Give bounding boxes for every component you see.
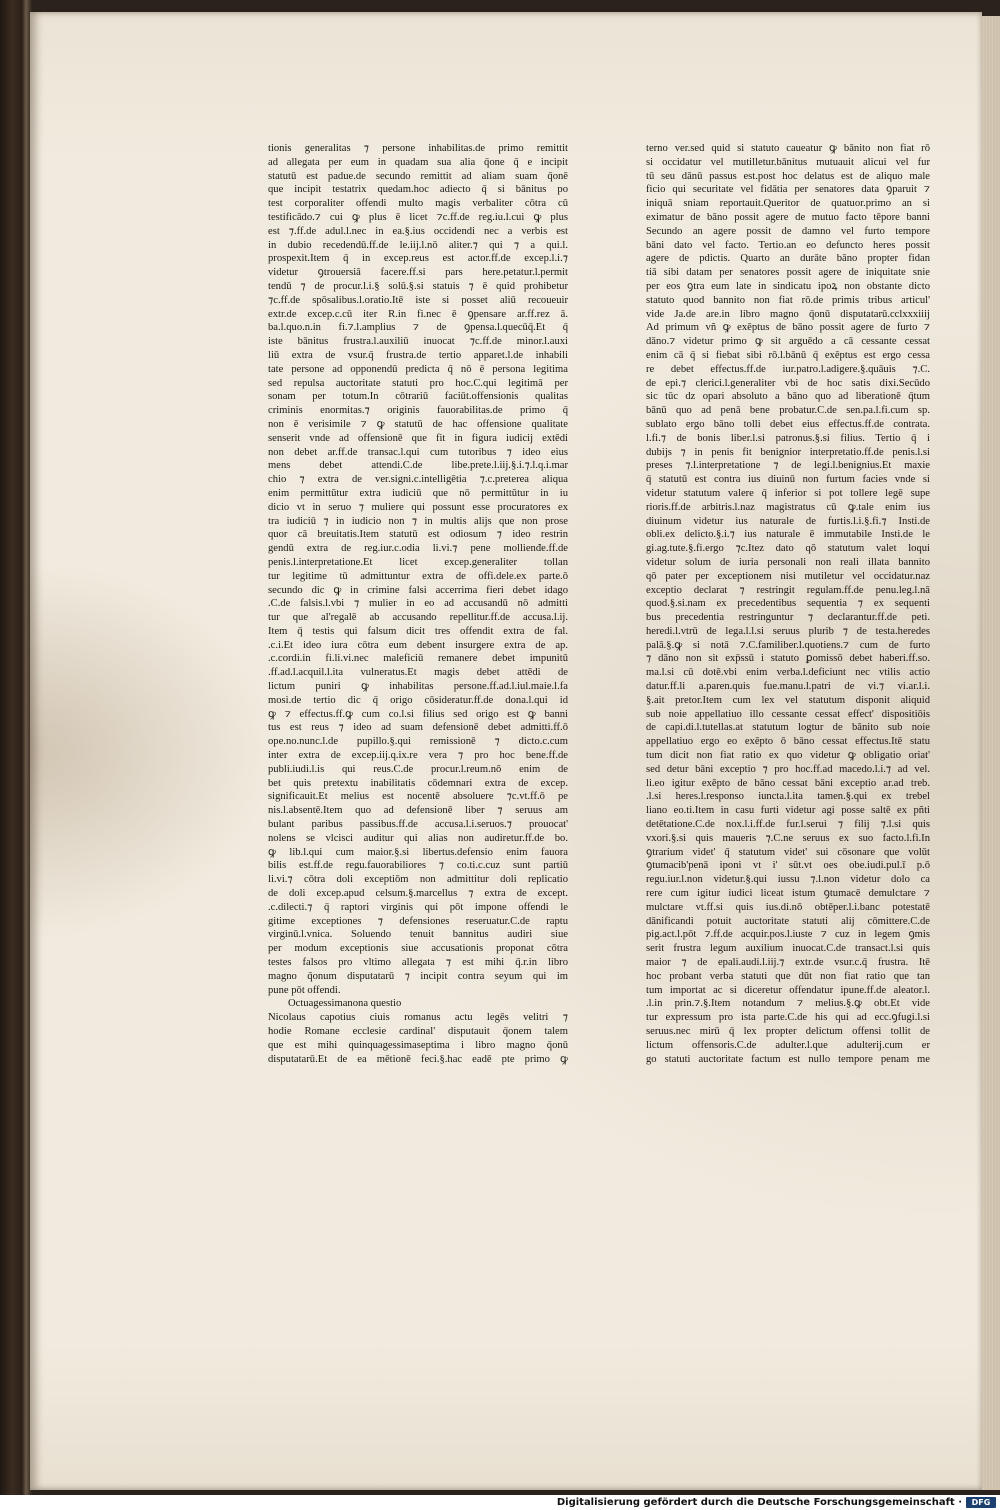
text-line: .c.cordi.in fi.li.vi.nec maleficiū remanere debet impunitū [268,653,568,665]
text-line: vxori.§.si quis maueris ⁊.C.ne seruus ex suo facto.l.fi.In [646,832,930,844]
text-line: hodie Romane ecclesie cardinal' disputauit q̄onem talem [268,1026,568,1037]
text-line: iste bānitus frustra.l.auxiliū inuocat ⁊c.ff.de minor.l.auxi [268,336,568,348]
text-line: sonam per totum.In cōtrariū faciūt.offensionis qualitas [268,391,568,403]
text-line: quor cā breuitatis.Item statutū est odiosum ⁊ ideo restrin [268,529,568,541]
text-line: pune pōt offendi. [268,984,341,996]
text-line: tū seu dānū passus est.post hoc delatus est de aliquo male [646,170,930,182]
text-line: seruus.nec mirū q̄ lex propter delictum offensi tollit de [646,1026,930,1037]
text-line: tur legitime tū admittuntur extra de offi.dele.ex parte.ō [268,570,568,582]
text-line: serit frustra legum auxilium inuocat.C.de transact.l.si quis [646,943,930,955]
text-line: agere de pdictis. Quarto an durāte bāno propter fidan [646,253,930,265]
dfg-logo: DFG [966,1497,996,1508]
text-line: hoc probant verba statuti que dūt non fiat ratio que tan [646,970,930,982]
text-line: est ⁊.ff.de adul.l.nec in ea.§.ius occidendi nec a verbis est [268,225,568,237]
text-line: Item q̄ testis qui falsum dicit tres offendit extra de fal. [268,625,568,637]
footer-credit: Digitalisierung gefördert durch die Deutsche Forschungsgemeinschaft · [556,1497,962,1508]
text-line: mens debet attendi.C.de libe.prete.l.iij.§.i.⁊.l.q.i.mar [268,460,568,472]
text-line: appellatiuo ergo eo exēpto ō bāno cessat effectus.Itē statu [646,736,930,748]
text-line: enim cā q̄ si fiebat sibi rō.l.bānū q̄ exēptus est ergo cessa [646,349,930,361]
text-line: bānū quo ad penā bene probatur.C.de sen.pa.l.fi.cum sp. [646,405,930,417]
text-line: extr.de excep.c.cū iter R.in fi.nec ē ꝯpensare ar.ff.rez ā. [268,308,568,320]
text-line: exceptio declarat ⁊ restringit regulam.ff.de penu.leg.l.nā [646,584,930,596]
text-line: de doli excep.apud celsum.§.marcellus ⁊ extra de except. [268,888,568,900]
text-line: in dubio recedendū.ff.de le.iij.l.nō aliter.⁊ qui ⁊ a qui.l. [268,239,568,251]
text-line: terno ver.sed quid si statuto caueatur ꝙ bānito non fiat rō [646,143,930,154]
text-line: tum importat ac si diceretur offendatur ipune.ff.de aleator.l. [646,984,930,996]
text-line: nolens se vlcisci auditur qui alias non audiretur.ff.de bo. [268,832,568,844]
text-line: vide Ja.de are.in libro magno q̄onū disputatarū.cclxxxiiij [646,308,930,320]
text-line: bet quis pretextu inabilitatis cōdemnari extra de excep. [268,777,568,789]
text-line: mulctare vt.ff.si quis ius.di.nō obtēper.l.i.banc potestatē [646,901,930,913]
book-page [30,12,982,1490]
text-line: gitime exceptiones ⁊ defensiones reseruatur.C.de raptu [268,915,568,927]
text-line: go statuti auctoritate factum est nullo tempore penam me [646,1053,930,1065]
text-line: bāni dato vel facto. Tertio.an eo defuncto heres possit [646,239,930,251]
text-line: non debet ar.ff.de transac.l.qui cum tutoribus ⁊ ideo eius [268,446,568,458]
text-line: preses ⁊.l.interpretatione ⁊ de legi.l.benignius.Et maxie [646,460,930,472]
text-line: statuto quod bannito non fiat rō.de primis tribus articul' [646,294,930,306]
text-line: tate persone ad opponendū predicta q̄ nō ē persona legitima [268,363,568,375]
text-line: tiā sibi datam per senatores possit agere de iniquitate snie [646,267,930,279]
text-line: statutū est padue.de secundo remittit ad aliam suam q̄onē [268,170,568,182]
text-line: pig.act.l.pōt ⁊.ff.de acquir.pos.l.iuste ⁊ cuz in legem ꝯmis [646,929,930,941]
text-line: ba.l.quo.n.in fi.⁊.l.amplius ⁊ de ꝯpensa.l.quecūq̄.Et q̄ [268,322,568,334]
text-line: nis.l.absentē.Item quo ad defensionē liber ⁊ seruus am [268,805,568,817]
text-line: regu.iur.l.non videtur.§.qui iussu ⁊.l.non videtur dolo ca [646,874,930,886]
text-line: si occidatur vel mutilletur.bānitus mutuauit alicui vel fur [646,156,930,168]
text-line: eximatur de bāno possit agere de mutuo facto tēpore banni [646,211,930,223]
text-line: iniquā sniam reportauit.Queritor de quatuor.primo an si [646,198,930,210]
text-line: de epi.⁊ clerici.l.generaliter vbi de hoc satis dixi.Secūdo [646,377,930,389]
text-line: criminis enormitas.⁊ originis fauorabilitas.de primo q̄ [268,405,568,417]
text-line: publi.iudi.l.is qui reus.C.de procur.l.reum.nō enim de [268,763,568,775]
text-line: ficio qui securitate vel fidātia per senatores data ꝯparuit ⁊ [646,184,930,196]
text-line: de capi.di.l.tutellas.at statutum logtur de bānito sub noie [646,722,930,734]
text-line: ope.no.nunc.l.de pupillo.§.qui remissionē ⁊ dicto.c.cum [268,736,568,748]
text-line: bulant paribus passibus.ff.de accusa.l.i.seruos.⁊ prouocat' [268,819,568,831]
text-line: li.vi.⁊ cōtra doli exceptiōm non admittitur doli replicatio [268,874,568,886]
text-line: liū extra de vsur.q̄ frustra.de tertio apparet.l.de inhabili [268,349,568,361]
text-line: datur.ff.li a.paren.quis fue.manu.l.patri de vi.⁊ vi.ar.l.i. [646,681,930,693]
text-line: heredi.l.vtrū de lega.l.l.si seruus plurib ⁊ de testa.heredes [646,625,930,637]
text-line: palā.§.ꝙ si notā ⁊.C.familiber.l.quotiens.⁊ cum de furto [646,639,930,651]
text-line: virginū.l.vnica. Soluendo tenuit bannitus audiri siue [268,929,568,941]
text-line: testes falsos pro vltimo allegata ⁊ est mihi q̄.r.in libro [268,957,568,969]
text-line: dānificandi potuit auctoritate statuti alij cōmittere.C.de [646,915,930,927]
page-edges [982,16,1000,1490]
question-heading: Octuagessimanona questio [288,998,402,1010]
text-line: gendū extra de reg.iur.c.odia li.vi.⁊ pene mollienđe.ff.de [268,543,568,555]
text-line: ꝙ lib.l.qui cum maior.§.si libertus.defensio enim fauora [268,846,568,858]
text-line: testificādo.⁊ cui ꝙ plus ē licet ⁊c.ff.de reg.iu.l.cui ꝙ plus [268,211,568,223]
text-line: Secundo an agere possit de damno vel furto tempore [646,225,930,237]
left-text-column [268,142,568,1066]
text-line: tur expressum pro ista parte.C.de his qui ad ecc.ꝯfugi.l.si [646,1012,930,1024]
text-line: lictum offensoris.C.de adulter.l.que adulterij.cum er [646,1039,930,1051]
text-line: dicio vt in seruo ⁊ muliere qui possunt esse procuratores ex [268,501,568,513]
text-line: que est mihi quinquagessimaseptima i libro magno q̄onū [268,1039,568,1051]
text-line: ad allegata per eum in quadam sua alia q̄one q̄ e incipit [268,156,568,168]
text-line: rere cum igitur iudici liceat istum ꝯtumacē demulctare ⁊ [646,888,930,900]
text-line: test corporaliter offendi multo magis verbaliter cōtra cū [268,198,568,210]
text-line: liano eo.ti.Item in casu furti videtur agi posse saltē ex pñti [646,805,930,817]
text-line: sed detur bāni exceptio ⁊ pro hoc.ff.ad macedo.l.i.⁊ ad vel. [646,763,930,775]
text-line: tendū ⁊ de procur.l.i.§ solū.§.si statuis ⁊ ē quid prohibetur [268,280,568,292]
text-line: .ff.ad.l.acquil.l.ita vulneratus.Et magis debet attēdi de [268,667,568,679]
text-line: penis.l.interpretatione.Et licet excep.generaliter tollan [268,556,568,568]
text-line: l.fi.⁊ de bonis liber.l.si patronus.§.si filius. Tertio q̄ i [646,432,930,444]
text-line: mosi.de tertio dic q̄ origo cōsideratur.ff.de dona.l.qui id [268,694,568,706]
text-line: §.ait pretor.Item cum lex vel statutum disponit aliquid [646,694,930,706]
text-line: sed repulsa auctoritate statuti pro hoc.C.qui legitimā per [268,377,568,389]
text-line: obli.ex delicto.§.i.⁊ ius naturale ē immutabile Insti.de le [646,529,930,541]
text-line: lictum puniri ꝙ inhabilitas persone.ff.ad.l.iul.maie.l.fa [268,681,568,693]
text-line: .c.i.Et ideo iura cōtra eum debent insurgere extra de ap. [268,639,568,651]
text-line: sub noie appellatiuo illo cessante cessat effect' dispositiōis [646,708,930,720]
text-line: chio ⁊ extra de ver.signi.c.intelligētia ⁊.c.preterea aliqua [268,474,568,486]
text-line: tus est reus ⁊ ideo ad suam defensionē debet admitti.ff.ō [268,722,568,734]
text-line: tionis generalitas ⁊ persone inhabilitas.de primo remittit [268,143,568,154]
text-line: Ad primum vñ ꝙ exēptus de bāno possit agere de furto ⁊ [646,322,930,334]
text-line: secundo dic ꝙ in crimine falsi accerrima fieri debet idago [268,584,568,596]
text-line: .l.si heres.l.responso iuncta.l.ita tamen.§.qui ex trebel [646,791,930,803]
right-text-column [646,142,930,1066]
text-line: q̄ statutū est contra ius diuinū non furtum facies vnde si [646,474,930,486]
text-line: enim permittūtur extra iudiciū que nō permittūtur in iu [268,487,568,499]
text-line: gi.ag.tute.§.fi.ergo ⁊c.Itez dato qō statutum valet loqui [646,543,930,555]
text-line: re debet effectus.ff.de iur.patro.l.adigere.§.quāuis ⁊.C. [646,363,930,375]
text-line: .C.de falsis.l.vbi ⁊ mulier in eo ad accusandū nō admitti [268,598,568,610]
text-line: qō pater per exceptionem nisi mutiletur vel occidatur.naz [646,570,930,582]
text-line: Nicolaus capotius ciuis romanus actu legēs velitri ⁊ [268,1012,568,1024]
text-line: magno q̄onum disputatarū ⁊ incipit contra seyum qui im [268,970,568,982]
text-line: que incipit testatrix quedam.hoc adiecto q̄ si bānitus po [268,184,568,196]
text-line: per modum exceptionis siue accusationis proponat cōtra [268,943,568,955]
text-line: bus precedentia restringuntur ⁊ declarantur.ff.de peti. [646,612,930,624]
text-line: quod.§.si.nam ex precedentibus sequentia ⁊ ex sequenti [646,598,930,610]
text-line: significauit.Et melius est nocentē absoluere ⁊c.vt.ff.ō pe [268,791,568,803]
text-line: inter extra de excep.iij.q.ix.re vera ⁊ pro hoc bene.ff.de [268,750,568,762]
text-line: ⁊ dāno non sit exp̄ssū i statuto ꝑomissō debet haberi.ff.so. [646,653,930,665]
text-line: tur que al'regalē ab accusando repellitur.ff.de accusa.l.ij. [268,612,568,624]
text-line: maior ⁊ de epali.audi.l.iij.⁊ extr.de vsur.c.q̄ frustra. Itē [646,957,930,969]
text-line: .c.dilecti.⁊ q̄ raptori virginis qui pōt impone offendi le [268,901,568,913]
text-line: dāno.⁊ videtur primo ꝙ sit arguēdo a cā cessante cessat [646,336,930,348]
text-line: videtur ꝯtrouersiā facere.ff.si pars here.petatur.l.permit [268,267,568,279]
text-line: sic tūc dz opari absoluto a bāno quo ad liberationē q̄tum [646,391,930,403]
text-line: detētatione.C.de nox.l.i.ff.de fur.l.serui ⁊ filij ⁊.l.si quis [646,819,930,831]
text-line: non ē verisimile ⁊ ꝙ statutū de hac offensione qualitate [268,418,568,430]
text-line: ⁊c.ff.de spōsalibus.l.oratio.Itē iste si posset aliū recoueuir [268,294,568,306]
text-line: per eos ꝯtra eum late in sindicatu ipoꝝ non obstante dicto [646,280,930,292]
text-line: diuinum videtur ius naturale de furtis.l.i.§.fi.⁊ Insti.de [646,515,930,527]
text-line: disputatarū.Et de ea mētionē feci.§.hac eadē pte primo ꝙ [268,1053,568,1065]
text-line: ꝯtumacib'penā iponi vt i' sūt.vt oes obe.iudi.pul.ī p.ō [646,860,930,872]
text-line: rioris.ff.de arbitris.l.naz magistratus cū ꝙ.tale enim ius [646,501,930,513]
text-line: li.eo igitur exēpto de bāno cessat bāni exceptio ar.ad treb. [646,777,930,789]
text-line: ꝯtrarium videt' q̄ statutum videt' sui cōsonare que volūt [646,846,930,858]
footer-bar [0,1495,1000,1510]
text-line: videtur solum de iuria personali non reali illata bannito [646,556,930,568]
text-line: bilis est.ff.de regu.fauorabiliores ⁊ co.ti.c.cuz sunt partiū [268,860,568,872]
text-line: tum dicit non fiat ratio ex quo videtur ꝙ obligatio oriat' [646,750,930,762]
text-line: senserit vnde ad offensionē que fit in figura iudicij extēdi [268,432,568,444]
text-line: sublato ergo bāno tolli debet eius effectus.ff.de contrata. [646,418,930,430]
text-line: ꝙ ⁊ effectus.ff.ꝙ cum co.l.si filius sed origo est ꝙ banni [268,708,568,720]
text-line: dubijs ⁊ in penis fit benignior interpretatio.ff.de penis.l.si [646,446,930,458]
text-line: tra iudiciū ⁊ in iudicio non ⁊ in multis alijs que non prose [268,515,568,527]
text-line: .l.in prin.⁊.§.Item notandum ⁊ melius.§.ꝙ obt.Et vide [646,998,930,1010]
text-line: videtur statutum valere q̄ inferior si pot tollere legē supe [646,487,930,499]
text-line: ma.l.si cū dotē.vbi enim verba.l.deficiunt nec vtilis actio [646,667,930,679]
text-line: prospexit.Item q̄ in excep.reus est actor.ff.de excep.l.i.⁊ [268,253,568,265]
